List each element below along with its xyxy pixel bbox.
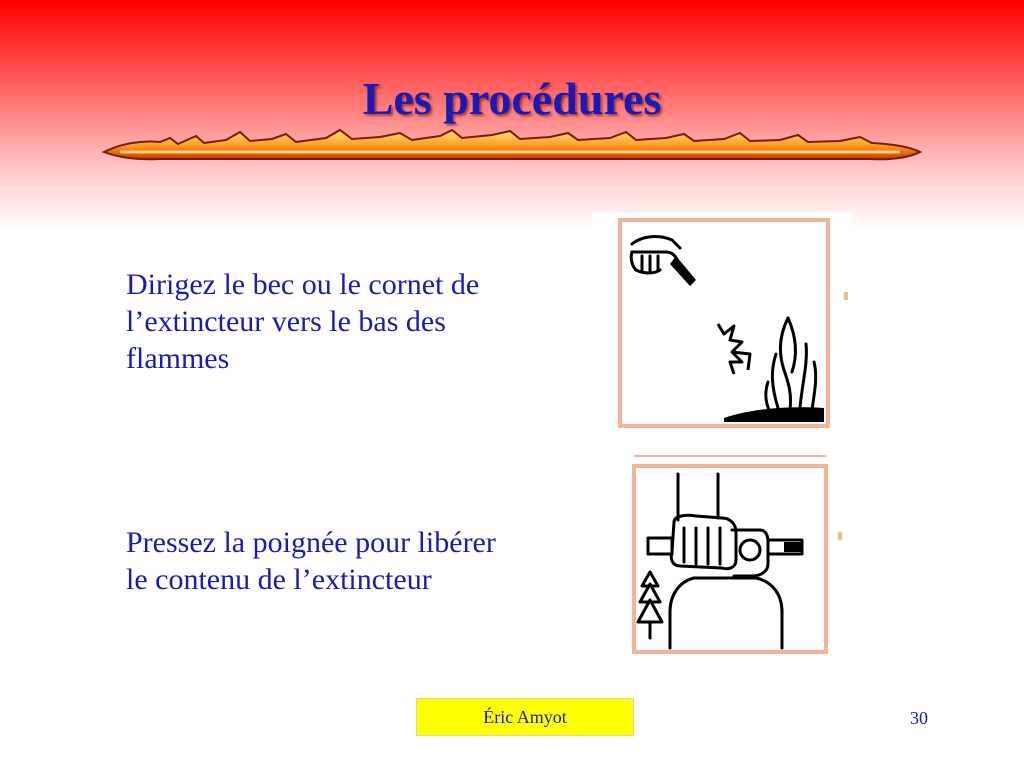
footer-author-box: Éric Amyot bbox=[416, 698, 634, 736]
squeeze-extinguisher-handle-illustration bbox=[626, 452, 848, 658]
instruction-text-2: Pressez la poignée pour libérer le contenu de l’extincteur bbox=[126, 526, 496, 596]
slide-title: Les procédures bbox=[362, 73, 662, 124]
aim-extinguisher-nozzle-at-fire-illustration bbox=[592, 212, 852, 434]
slide-number: 30 bbox=[910, 708, 928, 728]
flame-divider-decoration bbox=[100, 124, 924, 164]
instruction-text-1: Dirigez le bec ou le cornet de l’extincteur vers le bas des flammes bbox=[126, 268, 480, 375]
